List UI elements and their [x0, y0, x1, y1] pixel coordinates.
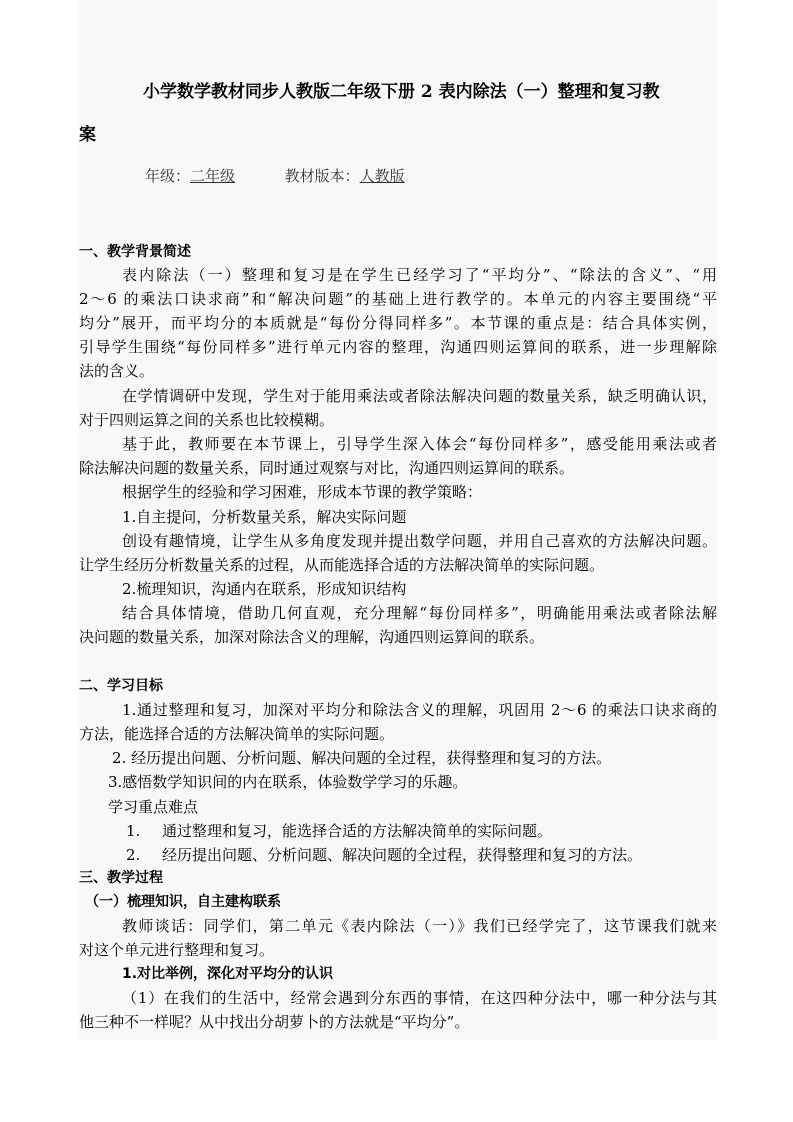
- paragraph-line: 创设有趣情境，让学生从多角度发现并提出数学问题，并用自己喜欢的方法解决问题。: [122, 532, 717, 550]
- key-point-text: 经历提出问题、分析问题、解决问题的全过程，获得整理和复习的方法。: [162, 846, 643, 864]
- key-points-label: 学习重点难点: [108, 798, 199, 816]
- paragraph-line: 决问题的数量关系，加深对除法含义的理解，沟通四则运算间的联系。: [79, 628, 545, 646]
- key-point-number: 1.: [126, 822, 141, 840]
- paragraph-line: 结合具体情境，借助几何直观，充分理解“每份同样多”，明确能用乘法或者除法解: [122, 604, 717, 622]
- grade-label: 年级：: [145, 167, 191, 185]
- paragraph-line: 表内除法（一）整理和复习是在学生已经学习了“平均分”、“除法的含义”、“用: [122, 266, 717, 284]
- paragraph-line: 除法解决问题的数量关系，同时通过观察与对比，沟通四则运算间的联系。: [79, 459, 575, 477]
- paragraph-line: 对于四则运算之间的关系也比较模糊。: [79, 411, 335, 429]
- edition-label: 教材版本：: [284, 167, 360, 185]
- section-heading-process: 三、教学过程: [79, 870, 163, 886]
- document-title-line1: 小学数学教材同步人教版二年级下册 2 表内除法（一）整理和复习教: [143, 82, 660, 102]
- paragraph-line: 教师谈话：同学们，第二单元《表内除法（一）》我们已经学完了，这节课我们就来: [122, 917, 717, 935]
- paragraph-line: 2～6 的乘法口诀求商”和“解决问题”的基础上进行教学的。本单元的内容主要围绕“平: [79, 290, 717, 308]
- paragraph-line: 他三种不一样呢？从中找出分胡萝卜的方法就是“平均分”。: [79, 1013, 470, 1031]
- document-meta: [79, 165, 783, 187]
- objective-line: 2. 经历提出问题、分析问题、解决问题的全过程，获得整理和复习的方法。: [112, 749, 612, 767]
- section-heading-objectives: 二、学习目标: [79, 678, 163, 694]
- paragraph-line: 基于此，教师要在本节课上，引导学生深入体会“每份同样多”，感受能用乘法或者: [122, 435, 717, 453]
- grade-value: 二年级: [190, 167, 236, 185]
- document-title-line2: 案: [79, 125, 96, 145]
- key-point-number: 2.: [126, 846, 141, 864]
- paragraph-line: 法的含义。: [79, 362, 155, 380]
- subsection-heading: （一）梳理知识，自主建构联系: [85, 894, 281, 910]
- objective-line: 方法，能选择合适的方法解决简单的实际问题。: [79, 725, 395, 743]
- paragraph-line: 引导学生围绕“每份同样多”进行单元内容的整理，沟通四则运算间的联系，进一步理解除: [79, 338, 717, 356]
- paragraph-line: 让学生经历分析数量关系的过程，从而能选择合适的方法解决简单的实际问题。: [79, 556, 605, 574]
- paragraph-line: 对这个单元进行整理和复习。: [79, 941, 275, 959]
- strategy-item-2: 2.梳理知识，沟通内在联系，形成知识结构: [122, 580, 407, 598]
- paragraph-line: 在学情调研中发现，学生对于能用乘法或者除法解决问题的数量关系，缺乏明确认识，: [122, 387, 717, 405]
- paragraph-line: 均分”展开，而平均分的本质就是“每份分得同样多”。本节课的重点是：结合具体实例，: [79, 314, 717, 332]
- key-point-item: [79, 820, 764, 842]
- edition-value: 人教版: [359, 167, 405, 185]
- paragraph-line: （1）在我们的生活中，经常会遇到分东西的事情，在这四种分法中，哪一种分法与其: [122, 989, 717, 1007]
- objective-line: 1.通过整理和复习，加深对平均分和除法含义的理解，巩固用 2～6 的乘法口诀求商的: [122, 701, 717, 719]
- strategy-item-1: 1.自主提问，分析数量关系，解决实际问题: [122, 508, 407, 526]
- key-point-text: 通过整理和复习，能选择合适的方法解决简单的实际问题。: [162, 822, 553, 840]
- subsection-item-heading: 1.对比举例，深化对平均分的认识: [122, 966, 334, 982]
- section-heading-background: 一、教学背景简述: [79, 244, 191, 260]
- objective-line: 3.感悟数学知识间的内在联系，体验数学学习的乐趣。: [108, 773, 468, 791]
- paragraph-line: 根据学生的经验和学习困难，形成本节课的教学策略：: [122, 483, 483, 501]
- key-point-item: [79, 844, 764, 866]
